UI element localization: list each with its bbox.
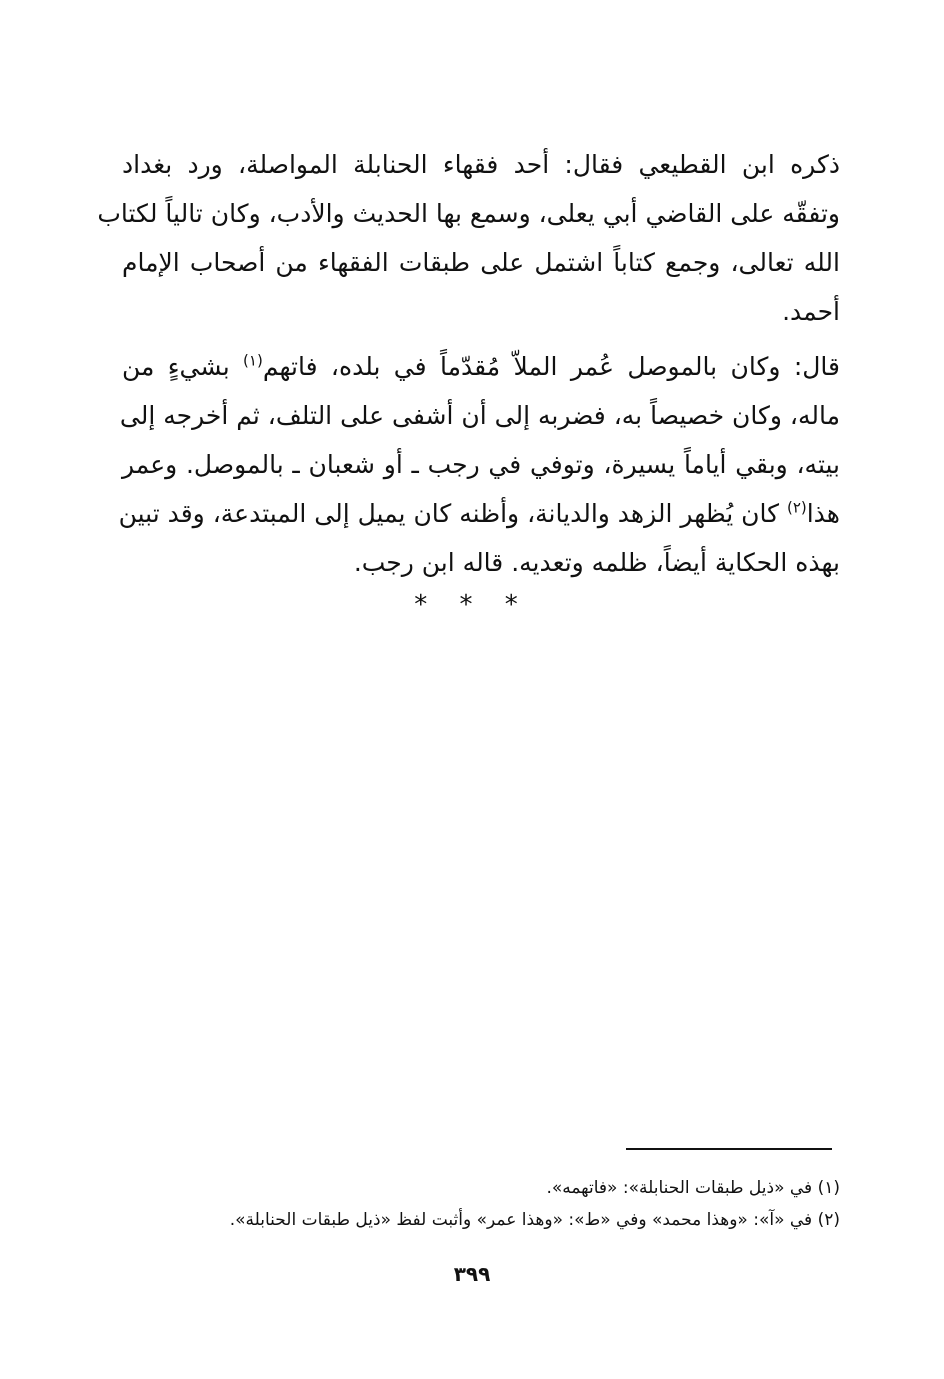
text-line: ذكره ابن القطيعي فقال: أحد فقهاء الحنابلة المواصلة، ورد بغداد	[122, 150, 840, 179]
footnote-2: (٢) في «آ»: «وهذا محمد» وفي «ط»: «وهذا عمر» وأثبت لفظ «ذيل طبقات الحنابلة».	[229, 1210, 840, 1230]
footnote-divider	[626, 1148, 832, 1150]
text-segment: قال: وكان بالموصل عُمر الملاّ مُقدّماً في بلده، فاتهم	[262, 352, 840, 381]
footnotes	[122, 1172, 840, 1236]
text-segment: كان يُظهر الزهد والديانة، وأظنه كان يميل إلى المبتدعة، وقد تبين	[118, 499, 787, 528]
text-line: الله تعالى، وجمع كتاباً اشتمل على طبقات الفقهاء من أصحاب الإمام	[122, 248, 840, 277]
paragraph-1	[97, 140, 840, 336]
text-line: بهذه الحكاية أيضاً، ظلمه وتعديه. قاله ابن رجب.	[353, 548, 840, 577]
text-line	[122, 342, 840, 391]
text-line: أحمد.	[782, 297, 840, 326]
page-number: ٣٩٩	[453, 1262, 491, 1286]
text-segment: هذا	[806, 499, 840, 528]
text-line: وتفقّه على القاضي أبي يعلى، وسمع بها الحديث والأدب، وكان تالياً لكتاب	[97, 199, 840, 228]
section-separator: * * *	[414, 590, 530, 620]
footnote-reference: (١)	[243, 351, 263, 370]
text-segment: بشيءٍ من	[122, 352, 244, 381]
text-line	[118, 489, 840, 538]
paragraph-2	[118, 342, 840, 587]
text-line: بيته، وبقي أياماً يسيرة، وتوفي في رجب ـ أو شعبان ـ بالموصل. وعمر	[122, 450, 840, 479]
main-text	[97, 140, 840, 593]
footnote-1: (١) في «ذيل طبقات الحنابلة»: «فاتهمه».	[546, 1178, 840, 1198]
footnote-reference: (٢)	[786, 498, 807, 517]
text-line: ماله، وكان خصيصاً به، فضربه إلى أن أشفى على التلف، ثم أخرجه إلى	[119, 401, 840, 430]
